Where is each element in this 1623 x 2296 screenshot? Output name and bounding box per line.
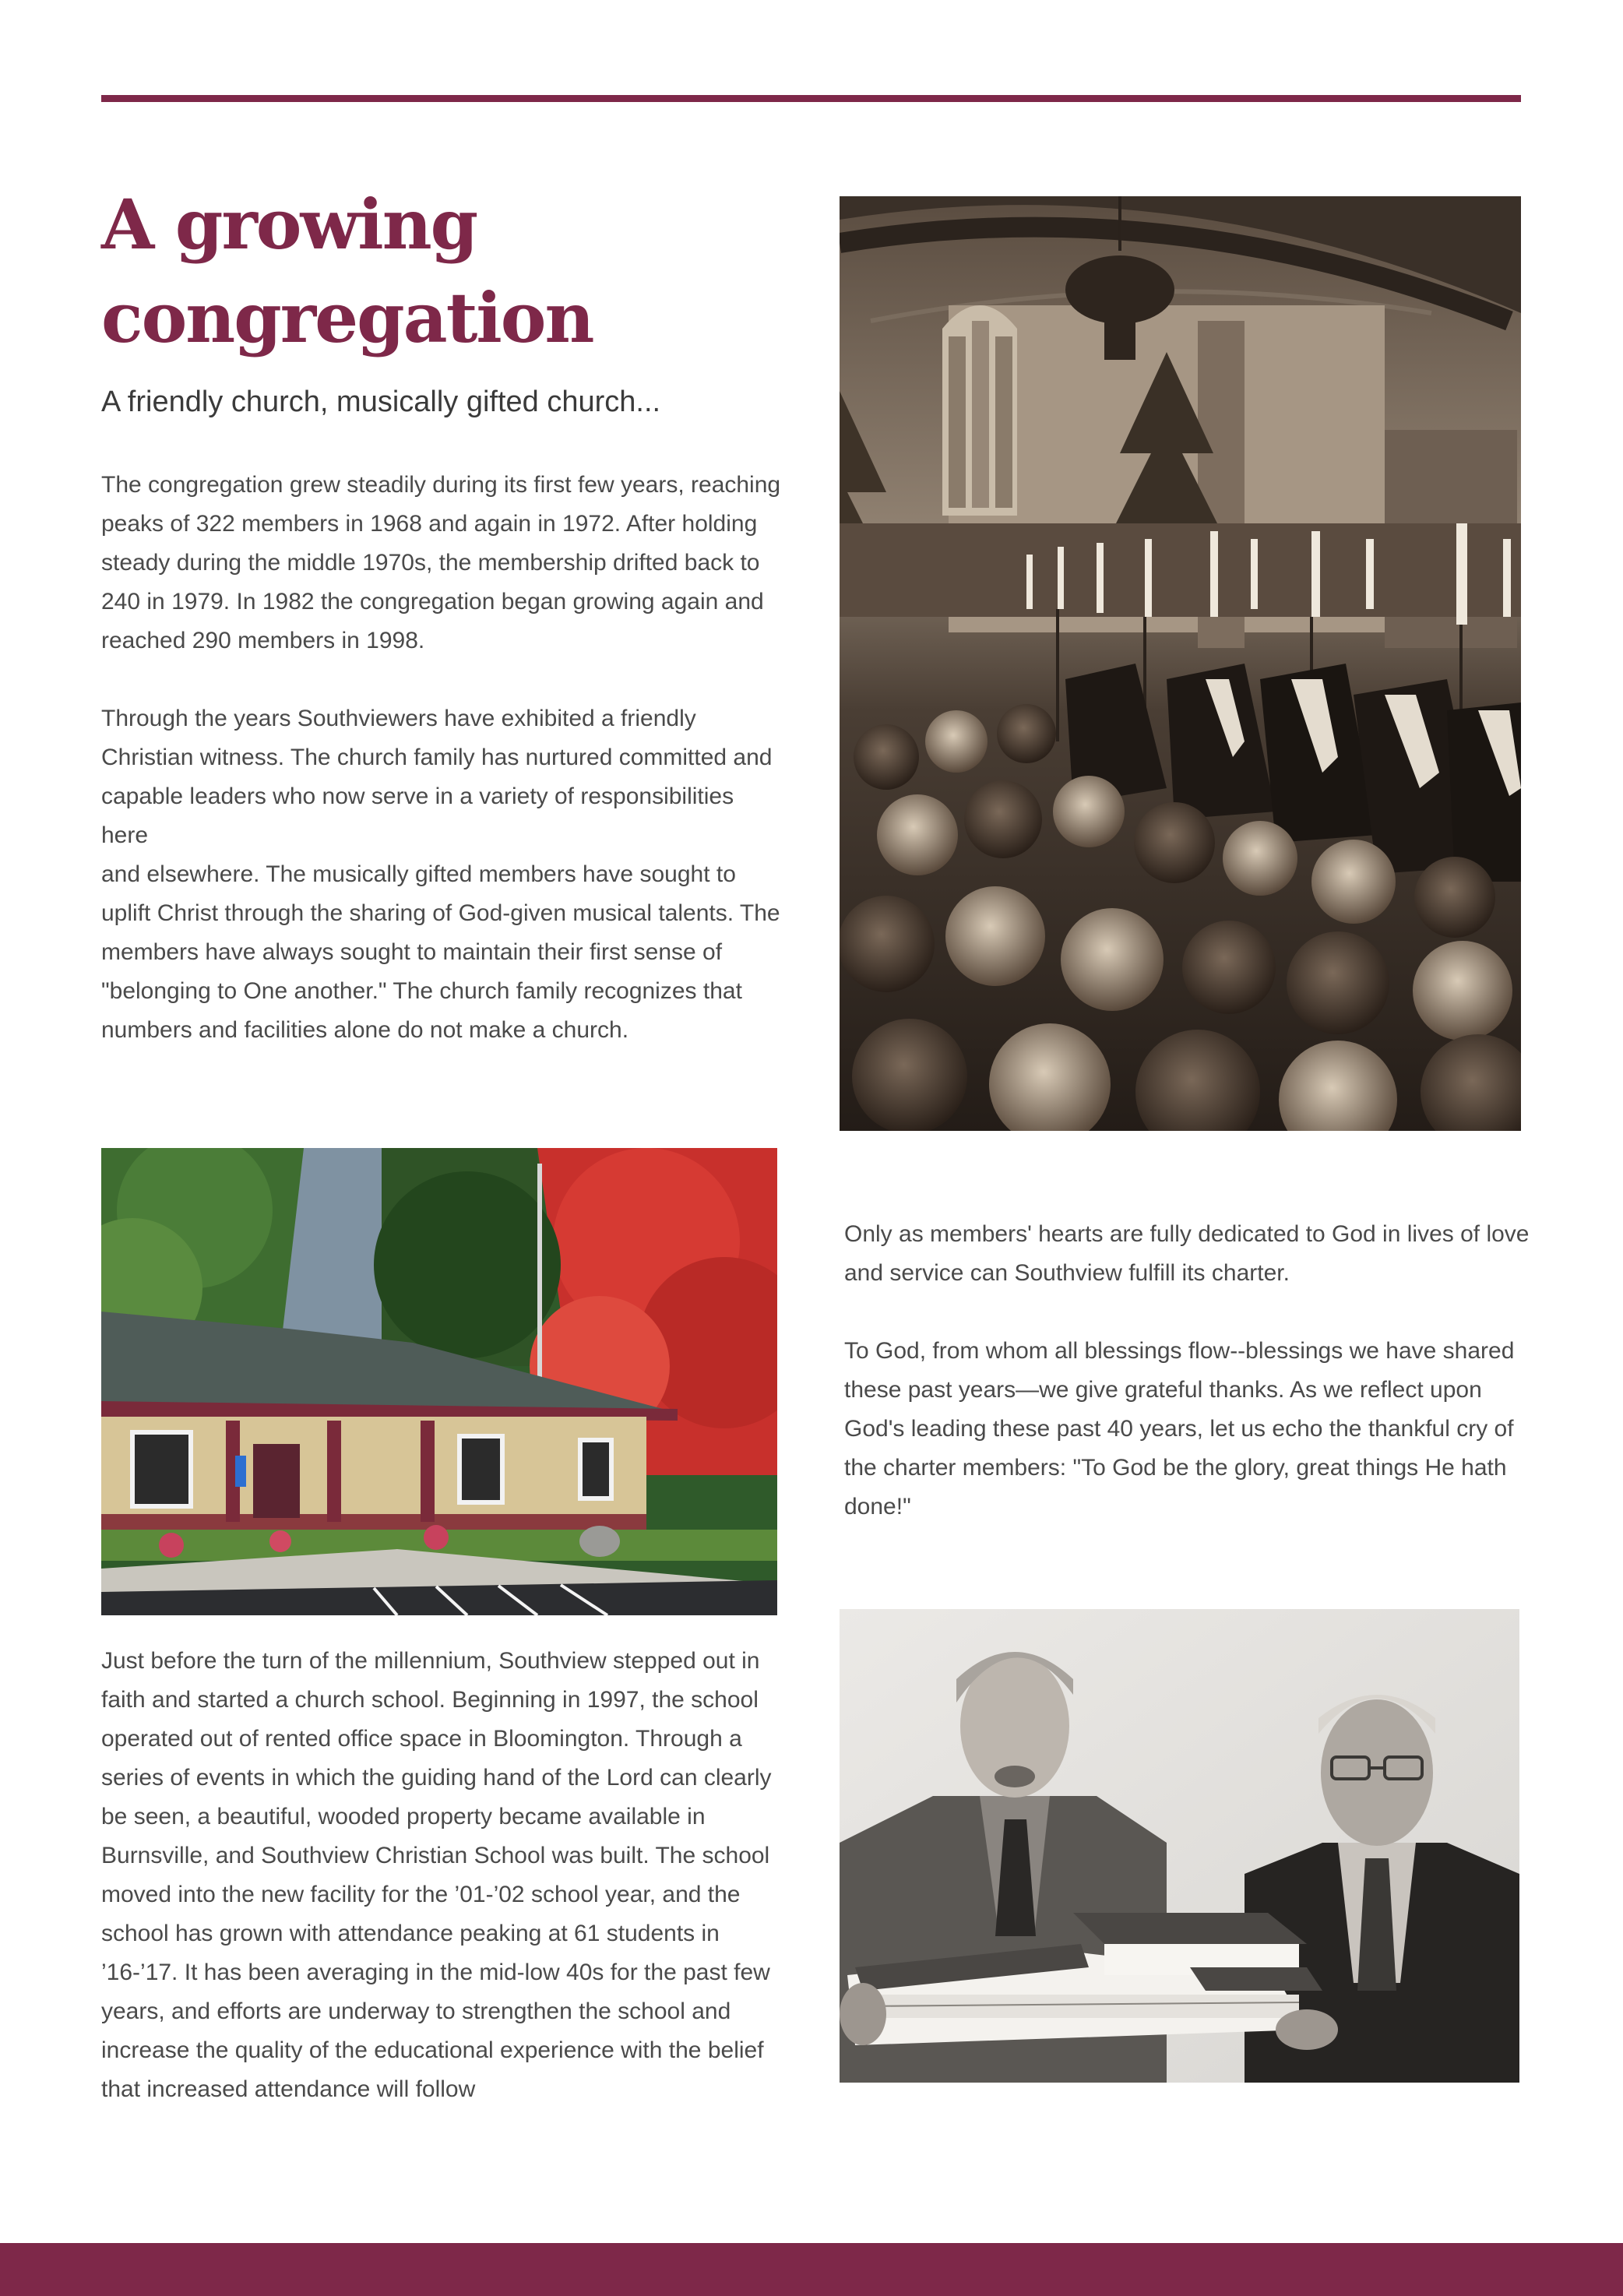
intro-paragraph-2-part-1: Through the years Southviewers have exhibited a friendly Christian witness. The church family has nurtured committed and capable leaders who now serve in a variety of responsibilities here (101, 706, 773, 848)
school-model-photo (840, 1609, 1519, 2083)
sanctuary-congregation-photo (840, 196, 1521, 1131)
closing-paragraph-1: Only as members' hearts are fully dedicated to God in lives of love and service can Southview fulfill its charter. (844, 1221, 1530, 1286)
intro-paragraph-2-part-2: and elsewhere. The musically gifted members have sought to uplift Christ through the sharing of God-given musical talents. The members have always sought to maintain their first sense of "belonging to One another." The church family recognizes that numbers and facilities alone do not make a church. (101, 861, 780, 1043)
title-line-2: congregation (101, 277, 593, 358)
intro-paragraph-1: The congregation grew steadily during its first few years, reaching peaks of 322 members in 1968 and again in 1972. After holding steady during the middle 1970s, the membership drifted back to 240 in 1979. In 1982 the congregation began growing again and reached 290 members in 1998. (101, 472, 781, 653)
closing-text-block (844, 1215, 1530, 1527)
school-text-block (101, 1642, 787, 2109)
top-accent-rule (101, 95, 1521, 102)
closing-paragraph-2: To God, from whom all blessings flow--blessings we have shared these past years—we give grateful thanks. As we reflect upon God's leading these past 40 years, let us echo the thankful cry of the charter members: "To God be the glory, great things He hath done!" (844, 1338, 1515, 1520)
school-paragraph: Just before the turn of the millennium, Southview stepped out in faith and started a church school. Beginning in 1997, the school operated out of rented office space in Bloomington. Through a series of events in which the guiding hand of the Lord can clearly be seen, a beautiful, wooded property became available in Burnsville, and Southview Christian School was built. The school moved into the new facility for the ’01-’02 school year, and the school has grown with attendance peaking at 61 students in ’16-’17. It has been averaging in the mid-low 40s for the past few years, and efforts are underway to strengthen the school and increase the quality of the educational experience with the belief that increased attendance will follow (101, 1648, 772, 2102)
page-title (101, 178, 787, 364)
intro-paragraph-2 (101, 699, 787, 1050)
bottom-accent-band (0, 2243, 1623, 2296)
intro-text-block (101, 466, 787, 1050)
title-line-1: A growing (101, 184, 477, 265)
page-subtitle: A friendly church, musically gifted church... (101, 386, 661, 418)
church-building-photo (101, 1148, 777, 1615)
